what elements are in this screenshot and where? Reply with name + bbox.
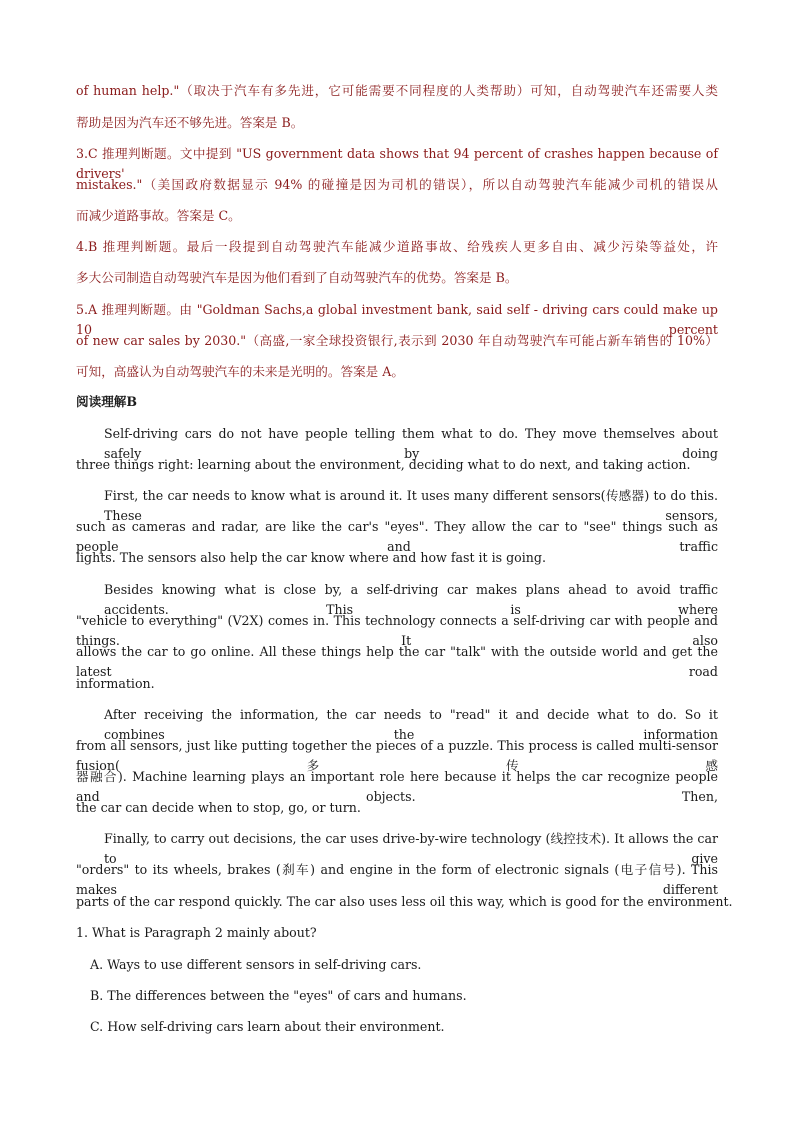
answer-line: of new car sales by 2030."（高盛,一家全球投资银行,表示到 2030 年自动驾驶汽车可能占新车销售的 10%）: [76, 333, 718, 348]
answer-line: 帮助是因为汽车还不够先进。答案是 B。: [76, 115, 304, 130]
passage-line: "vehicle to everything" (V2X) comes in. This technology connects a self-driving car with people and things. It also: [76, 613, 718, 648]
passage-line: three things right: learning about the environment, deciding what to do next, and taking action.: [76, 457, 691, 472]
answer-line: mistakes."（美国政府数据显示 94% 的碰撞是因为司机的错误），所以自动驾驶汽车能减少司机的错误从: [76, 177, 718, 192]
answer-line: 5.A 推理判断题。由 "Goldman Sachs,a global investment bank, said self - driving cars could make up 10 percent: [76, 302, 718, 337]
question-option-b: B. The differences between the "eyes" of cars and humans.: [90, 988, 467, 1003]
answer-line: 4.B 推理判断题。最后一段提到自动驾驶汽车能减少道路事故、给残疾人更多自由、减少污染等益处，许: [76, 239, 718, 254]
answer-line: 多大公司制造自动驾驶汽车是因为他们看到了自动驾驶汽车的优势。答案是 B。: [76, 270, 518, 285]
passage-line: the car can decide when to stop, go, or turn.: [76, 800, 361, 815]
passage-line: Besides knowing what is close by, a self-driving car makes plans ahead to avoid traffic accidents. This is where: [104, 582, 718, 617]
passage-line: such as cameras and radar, are like the car's "eyes". They allow the car to "see" things such as people and traffic: [76, 519, 718, 554]
answer-line: 而减少道路事故。答案是 C。: [76, 208, 241, 223]
section-title: 阅读理解B: [76, 394, 138, 409]
passage-line: After receiving the information, the car needs to "read" it and decide what to do. So it combines the information: [104, 707, 718, 742]
passage-line: information.: [76, 676, 155, 691]
passage-line: First, the car needs to know what is around it. It uses many different sensors(传感器) to do this. These sensors,: [104, 488, 718, 523]
passage-line: from all sensors, just like putting together the pieces of a puzzle. This process is called multi-sensor fusion(多传感: [76, 738, 718, 773]
answer-line: 可知，高盛认为自动驾驶汽车的未来是光明的。答案是 A。: [76, 364, 404, 379]
answer-line: 3.C 推理判断题。文中提到 "US government data shows that 94 percent of crashes happen because of drivers': [76, 146, 718, 181]
passage-line: Finally, to carry out decisions, the car uses drive-by-wire technology (线控技术). It allows the car to give: [104, 831, 718, 866]
question-stem: 1. What is Paragraph 2 mainly about?: [76, 925, 317, 940]
question-option-a: A. Ways to use different sensors in self-driving cars.: [90, 957, 422, 972]
passage-line: 器融合). Machine learning plays an important role here because it helps the car recognize people and objects. Then,: [76, 769, 718, 804]
passage-line: Self-driving cars do not have people telling them what to do. They move themselves about safely by doing: [104, 426, 718, 461]
question-option-c: C. How self-driving cars learn about their environment.: [90, 1019, 445, 1034]
passage-line: "orders" to its wheels, brakes (刹车) and engine in the form of electronic signals (电子信号). This makes different: [76, 862, 718, 897]
passage-line: parts of the car respond quickly. The car also uses less oil this way, which is good for the environment.: [76, 894, 733, 909]
passage-line: allows the car to go online. All these things help the car "talk" with the outside world and get the latest road: [76, 644, 718, 679]
passage-line: lights. The sensors also help the car know where and how fast it is going.: [76, 550, 546, 565]
answer-line: of human help."（取决于汽车有多先进，它可能需要不同程度的人类帮助）可知，自动驾驶汽车还需要人类: [76, 83, 718, 98]
